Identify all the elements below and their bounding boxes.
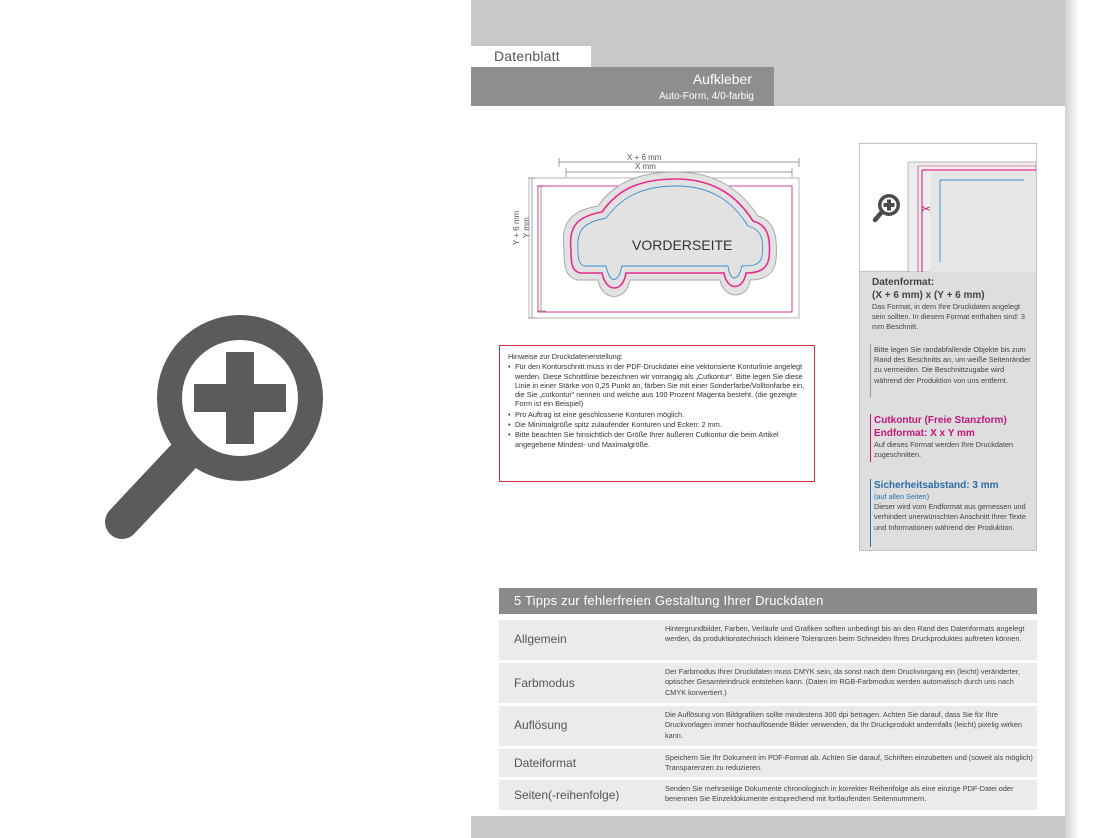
datasheet-page xyxy=(471,0,1065,838)
dim-width: X mm xyxy=(635,162,656,171)
table-row xyxy=(499,706,1037,746)
bleed-text: Bitte legen Sie randabfallende Objekte bis zum Rand des Beschnitts an, um weiße Seitenränder zu vermeiden. Die Beschnittzugabe wird während der Produktion von uns entfernt. xyxy=(874,345,1031,385)
product-title-box xyxy=(471,67,774,106)
bleed-accent-bar xyxy=(870,344,871,398)
list-item: • Bitte beachten Sie hinsichtlich der Größe Ihrer äußeren Cutkontur die beim Artikel angegebene Mindest- und Maximalgröße. xyxy=(508,430,808,449)
tip-text: Senden Sie mehrseitige Dokumente chronologisch in korrekter Reihenfolge als eine einzige PDF-Datei oder benennen Sie Einzeldokumente entsprechend mit fortlaufenden Seitennummern. xyxy=(665,784,1014,804)
table-row xyxy=(499,663,1037,703)
tip-label: Seiten(-reihenfolge) xyxy=(514,788,620,802)
data-format-section xyxy=(872,276,1032,333)
table-row xyxy=(499,620,1037,660)
tip-label: Allgemein xyxy=(514,632,567,646)
cut-accent-bar xyxy=(870,414,871,462)
hints-list xyxy=(508,362,808,449)
tip-label: Auflösung xyxy=(514,718,568,732)
zoom-in-icon[interactable] xyxy=(100,290,340,550)
print-data-hints xyxy=(499,345,815,482)
scissors-icon: ✂ xyxy=(921,202,932,216)
cut-contour-text: Auf dieses Format werden Ihre Druckdaten zugeschnitten. xyxy=(874,440,1014,460)
dim-width-bleed: X + 6 mm xyxy=(627,153,662,162)
tip-text: Hintergrundbilder, Farben, Verläufe und Grafiken sollten unbedingt bis an den Rand des Datenformats angelegt werden, da produktionstechnisch kleinere Toleranzen beim Schneiden Ihres Druckproduktes auftreten können. xyxy=(665,624,1025,644)
safety-accent-bar xyxy=(870,479,871,547)
product-subtitle: Auto-Form, 4/0-farbig xyxy=(658,91,754,102)
list-item: • Pro Auftrag ist eine geschlossene Konturen möglich. xyxy=(508,410,808,419)
datasheet-tab: Datenblatt xyxy=(471,46,591,67)
tip-label: Dateiformat xyxy=(514,756,577,770)
tips-header: 5 Tipps zur fehlerfreien Gestaltung Ihrer Druckdaten xyxy=(499,588,1037,614)
dim-height: Y mm xyxy=(522,217,531,238)
cut-contour-head: Cutkontur (Freie Stanzform) xyxy=(874,415,1007,426)
safety-section xyxy=(874,479,1034,533)
tip-text: Die Auflösung von Bildgrafiken sollte mindestens 300 dpi betragen. Achten Sie darauf, dass Sie für Ihre Druckvorlagen immer hochauflösende Bilder verwenden, da Ihr Druckprodukt andernfalls (leicht) pixelig wirken kann. xyxy=(665,710,1022,740)
product-title: Aufkleber xyxy=(692,71,752,87)
data-format-head: Datenformat: xyxy=(872,277,935,288)
table-row xyxy=(499,780,1037,810)
safety-head: Sicherheitsabstand: 3 mm xyxy=(874,480,999,491)
tip-text: Speichern Sie Ihr Dokument im PDF-Format ab. Achten Sie darauf, Schriften einzubetten und (soweit als möglich) Transparenzen zu reduzieren. xyxy=(665,753,1033,773)
data-format-text: Das Format, in dem Ihre Druckdaten angelegt sein sollten. In diesem Format enthalten sind: 3 mm Beschnitt. xyxy=(872,302,1025,332)
corner-detail-image xyxy=(860,144,1036,272)
safety-note: (auf allen Seiten) xyxy=(874,492,930,501)
list-item: • Für den Konturschnitt muss in der PDF-Druckdatei eine vektorisierte Konturlinie angelegt werden. Diese Schnittlinie bezeichnen wir vorrangig als „Cutkontur“. Bitte legen Sie diese Linie in einer Stärke von 0,25 Punkt an, färben Sie mit einer Sonderfarbe/Volltonfarbe ein, die Sie „cutkontur“ nennen und welche aus 100 Prozent Magenta besteht. (die gezeigte Form ist ein Beispiel) xyxy=(508,362,808,408)
table-row xyxy=(499,749,1037,777)
tip-label: Farbmodus xyxy=(514,676,575,690)
safety-text: Dieser wird vom Endformat aus gemessen und verhindert unerwünschten Anschnitt Ihrer Texte und Informationen während der Produktion. xyxy=(874,502,1026,532)
zoom-in-icon[interactable] xyxy=(872,192,902,224)
format-info-panel xyxy=(859,143,1037,551)
front-side-label: VORDERSEITE xyxy=(632,237,733,253)
cut-contour-section xyxy=(874,414,1034,460)
dim-height-bleed: Y + 6 mm xyxy=(512,210,521,245)
tip-text: Der Farbmodus Ihrer Druckdaten muss CMYK sein, da sonst nach dem Druckvorgang ein (leicht) veränderter, optischer Gesamteindruck entstehen kann. (Daten im RGB-Farbmodus werden automatisch durch uns nach CMYK konvertiert.) xyxy=(665,667,1020,697)
list-item: • Die Minimalgröße spitz zulaufender Konturen und Ecken: 2 mm. xyxy=(508,420,808,429)
cut-contour-value: Endformat: X x Y mm xyxy=(874,428,975,439)
data-format-value: (X + 6 mm) x (Y + 6 mm) xyxy=(872,290,985,301)
footer-band xyxy=(471,816,1065,838)
page-shadow xyxy=(1065,0,1079,838)
hints-title: Hinweise zur Druckdatenerstellung: xyxy=(508,352,623,361)
